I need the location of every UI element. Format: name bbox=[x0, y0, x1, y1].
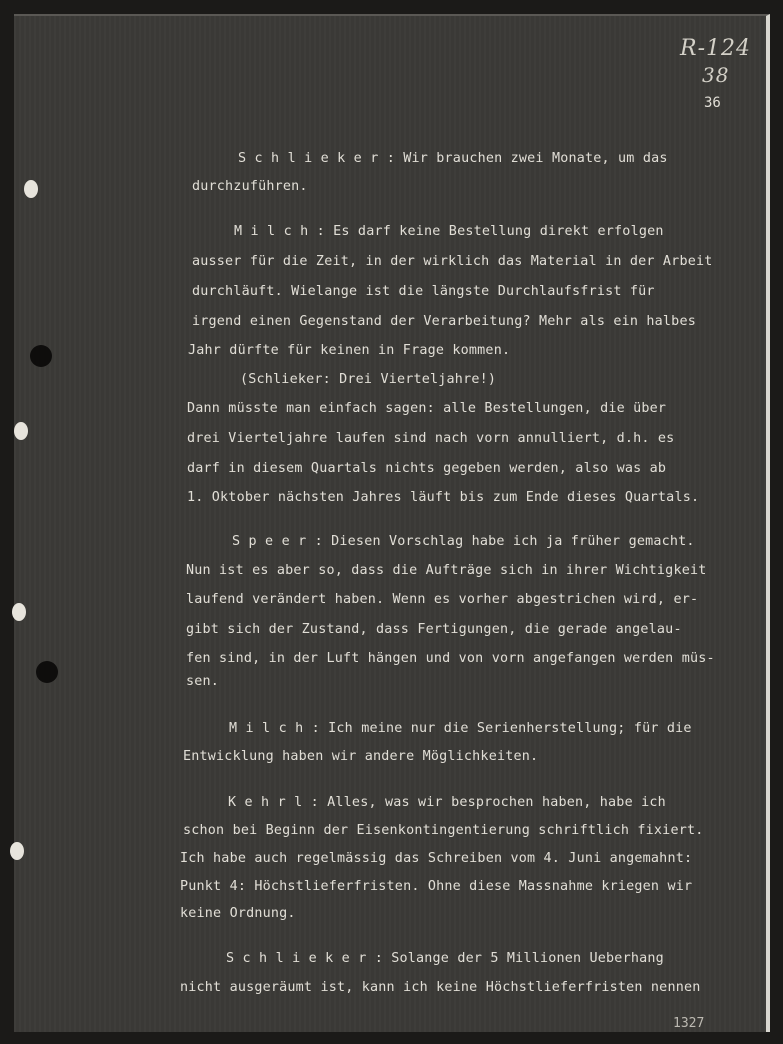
text-line: fen sind, in der Luft hängen und von vorn angefangen werden müs- bbox=[186, 651, 715, 666]
text-line: M i l c h : Es darf keine Bestellung direkt erfolgen bbox=[234, 224, 664, 239]
archive-mark-line2: 38 bbox=[702, 63, 730, 87]
text-line: Ich habe auch regelmässig das Schreiben vom 4. Juni angemahnt: bbox=[180, 851, 693, 866]
punch-hole bbox=[12, 603, 26, 621]
text-line: S c h l i e k e r : Solange der 5 Millionen Ueberhang bbox=[226, 951, 664, 966]
text-line: drei Vierteljahre laufen sind nach vorn annulliert, d.h. es bbox=[187, 431, 675, 446]
punch-hole bbox=[30, 345, 52, 367]
text-line: ausser für die Zeit, in der wirklich das Material in der Arbeit bbox=[192, 254, 713, 269]
text-line: darf in diesem Quartals nichts gegeben werden, also was ab bbox=[187, 461, 667, 476]
text-line: Nun ist es aber so, dass die Aufträge sich in ihrer Wichtigkeit bbox=[186, 563, 707, 578]
text-line: gibt sich der Zustand, dass Fertigungen, die gerade angelau- bbox=[186, 622, 682, 637]
text-line: durchzuführen. bbox=[192, 179, 308, 194]
text-line: keine Ordnung. bbox=[180, 906, 296, 921]
text-line: Punkt 4: Höchstlieferfristen. Ohne diese Massnahme kriegen wir bbox=[180, 879, 693, 894]
text-line: durchläuft. Wielange ist die längste Durchlaufsfrist für bbox=[192, 284, 655, 299]
text-line: schon bei Beginn der Eisenkontingentierung schriftlich fixiert. bbox=[183, 823, 704, 838]
text-line: S p e e r : Diesen Vorschlag habe ich ja früher gemacht. bbox=[232, 534, 695, 549]
text-line: sen. bbox=[186, 674, 220, 689]
text-line: Entwicklung haben wir andere Möglichkeiten. bbox=[183, 749, 539, 764]
archive-mark-line1: R-124 bbox=[680, 36, 751, 61]
text-line: irgend einen Gegenstand der Verarbeitung? Mehr als ein halbes bbox=[192, 314, 696, 329]
text-line: K e h r l : Alles, was wir besprochen haben, habe ich bbox=[228, 795, 666, 810]
footer-mark: 1327 bbox=[673, 1016, 705, 1031]
page-number: 36 bbox=[704, 95, 721, 111]
text-line: 1. Oktober nächsten Jahres läuft bis zum Ende dieses Quartals. bbox=[187, 490, 700, 505]
text-line: Dann müsste man einfach sagen: alle Bestellungen, die über bbox=[187, 401, 667, 416]
text-line: S c h l i e k e r : Wir brauchen zwei Monate, um das bbox=[238, 151, 668, 166]
text-line: nicht ausgeräumt ist, kann ich keine Höchstlieferfristen nennen bbox=[180, 980, 701, 995]
text-line: (Schlieker: Drei Vierteljahre!) bbox=[240, 372, 497, 387]
text-line: laufend verändert haben. Wenn es vorher abgestrichen wird, er- bbox=[186, 592, 699, 607]
punch-hole bbox=[24, 180, 38, 198]
text-line: Jahr dürfte für keinen in Frage kommen. bbox=[188, 343, 511, 358]
punch-hole bbox=[10, 842, 24, 860]
punch-hole bbox=[14, 422, 28, 440]
punch-hole bbox=[36, 661, 58, 683]
text-line: M i l c h : Ich meine nur die Serienherstellung; für die bbox=[229, 721, 692, 736]
